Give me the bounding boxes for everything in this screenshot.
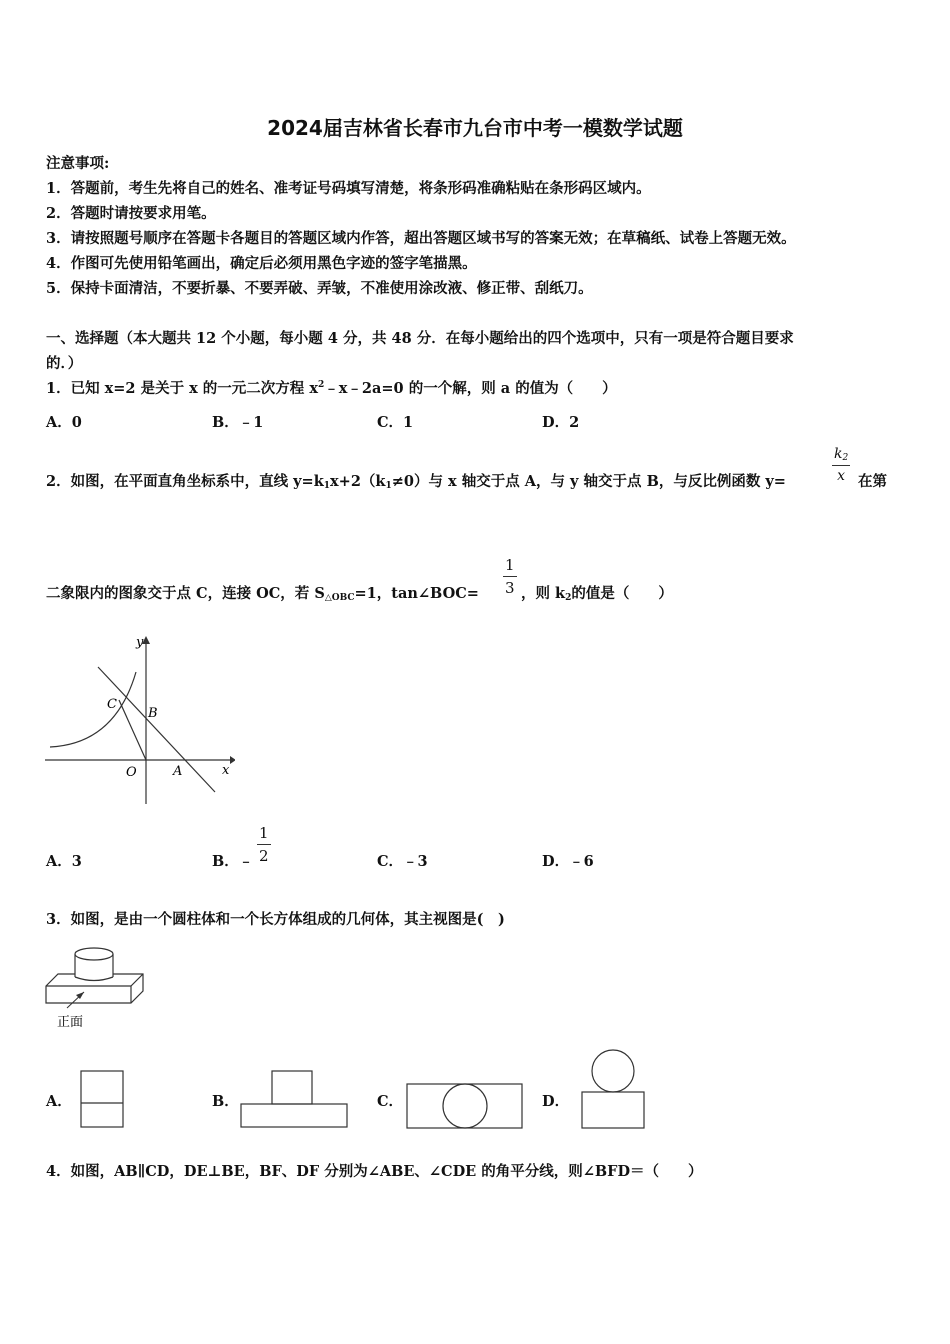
q1-sup: 2 bbox=[318, 380, 325, 391]
q2-coordinate-graph bbox=[40, 632, 235, 812]
q1-prefix: 1．已知 x=2 是关于 x 的一元二次方程 x bbox=[46, 380, 319, 397]
notice-item-1: 1．答题前，考生先将自己的姓名、准考证号码填写清楚，将条形码准确粘贴在条形码区域内。 bbox=[46, 180, 651, 197]
q2-stem-line1 bbox=[46, 470, 786, 491]
q2-option-b[interactable]: B．﹣ bbox=[212, 853, 254, 870]
q3-option-c[interactable]: C． bbox=[377, 1093, 404, 1110]
q2-frac-den: x bbox=[837, 468, 846, 484]
q2-line2-text-c: ，则 k bbox=[521, 585, 566, 602]
notice-item-5: 5．保持卡面清洁，不要折暴、不要弄破、弄皱，不准使用涂改液、修正带、刮纸刀。 bbox=[46, 280, 593, 297]
q3-option-d[interactable]: D． bbox=[542, 1093, 570, 1110]
q2-tan-den: 3 bbox=[505, 579, 515, 597]
q2-text-a: 2．如图，在平面直角坐标系中，直线 y=k bbox=[46, 473, 324, 490]
q1-suffix: ﹣x﹣2a=0 的一个解，则 a 的值为（ ） bbox=[324, 380, 617, 397]
q3-solid-figure bbox=[40, 940, 150, 1035]
q3-option-d-figure[interactable] bbox=[578, 1048, 646, 1130]
q1-stem bbox=[46, 377, 617, 398]
line-ab bbox=[98, 667, 215, 792]
q3-option-a-figure[interactable] bbox=[80, 1070, 124, 1128]
label-b: B bbox=[148, 706, 158, 721]
q1-option-d[interactable]: D．2 bbox=[542, 414, 580, 431]
q2-stem-line2-b bbox=[521, 582, 673, 603]
notice-item-2: 2．答题时请按要求用笔。 bbox=[46, 205, 216, 222]
q2-optb-den: 2 bbox=[259, 847, 269, 865]
q2-line2-text-b: =1，tan∠BOC= bbox=[354, 585, 479, 602]
q2-text-d: 在第 bbox=[858, 473, 887, 490]
front-label: 正面 bbox=[57, 1015, 84, 1030]
q2-option-b-fraction bbox=[257, 824, 271, 865]
q2-line2-text-d: 的值是（ ） bbox=[571, 585, 673, 602]
q3-option-b[interactable]: B． bbox=[212, 1093, 239, 1110]
q3-option-c-figure[interactable] bbox=[406, 1078, 524, 1130]
q2-option-a[interactable]: A．3 bbox=[46, 853, 82, 870]
q3-option-a[interactable]: A． bbox=[46, 1093, 72, 1110]
q1-option-a[interactable]: A．0 bbox=[46, 414, 82, 431]
q1-option-b[interactable]: B．﹣1 bbox=[212, 414, 264, 431]
q2-sub-1: 1 bbox=[323, 481, 331, 491]
label-o: O bbox=[126, 765, 137, 780]
q2-optb-num: 1 bbox=[259, 824, 269, 842]
prism-outline bbox=[46, 974, 143, 1003]
q2-stem-line2-a bbox=[46, 582, 479, 603]
q2-fraction-k2-x bbox=[832, 446, 850, 484]
page-title: 2024届吉林省长春市九台市中考一模数学试题 bbox=[267, 116, 683, 140]
cylinder-top bbox=[75, 948, 113, 960]
prism-edge-depth bbox=[131, 974, 143, 986]
notice-item-4: 4．作图可先使用铅笔画出，确定后必须用黑色字迹的签字笔描黑。 bbox=[46, 255, 477, 272]
q1-option-c[interactable]: C．1 bbox=[377, 414, 414, 431]
q2-frac-num: k bbox=[834, 446, 843, 462]
section-heading-line2: 的．） bbox=[46, 355, 83, 372]
q2-tan-fraction bbox=[503, 556, 517, 597]
q2-sub-2: 1 bbox=[385, 481, 392, 491]
label-a: A bbox=[173, 764, 183, 779]
label-y: y bbox=[136, 635, 144, 650]
q2-option-d[interactable]: D．﹣6 bbox=[542, 853, 594, 870]
q4-stem: 4．如图，AB∥CD，DE⊥BE，BF、DF 分别为∠ABE、∠CDE 的角平分线，则∠BFD＝（ ） bbox=[46, 1163, 703, 1180]
q3-option-b-figure[interactable] bbox=[240, 1070, 350, 1128]
q2-frac-num-sub: 2 bbox=[842, 453, 849, 463]
q2-line2-sub2: 2 bbox=[565, 593, 572, 603]
q2-text-b: x+2（k bbox=[330, 473, 386, 490]
notice-item-3: 3．请按照题号顺序在答题卡各题目的答题区域内作答，超出答题区域书写的答案无效；在草稿纸、试卷上答题无效。 bbox=[46, 230, 796, 247]
q2-line2-text-a: 二象限内的图象交于点 C，连接 OC，若 S bbox=[46, 585, 325, 602]
label-x: x bbox=[222, 763, 230, 778]
segment-oc bbox=[119, 700, 146, 760]
label-c: C bbox=[107, 697, 117, 712]
q3-stem: 3．如图，是由一个圆柱体和一个长方体组成的几何体，其主视图是( ) bbox=[46, 911, 505, 928]
q2-option-c[interactable]: C．﹣3 bbox=[377, 853, 428, 870]
q2-line2-sub: △OBC bbox=[324, 593, 355, 603]
section-heading-line1: 一、选择题（本大题共 12 个小题，每小题 4 分，共 48 分．在每小题给出的四个选项中，只有一项是符合题目要求 bbox=[46, 330, 794, 347]
x-axis-arrow bbox=[230, 756, 235, 764]
notice-heading: 注意事项: bbox=[46, 155, 110, 172]
q2-text-c: ≠0）与 x 轴交于点 A，与 y 轴交于点 B，与反比例函数 y= bbox=[391, 473, 786, 490]
q2-tan-num: 1 bbox=[505, 556, 515, 574]
